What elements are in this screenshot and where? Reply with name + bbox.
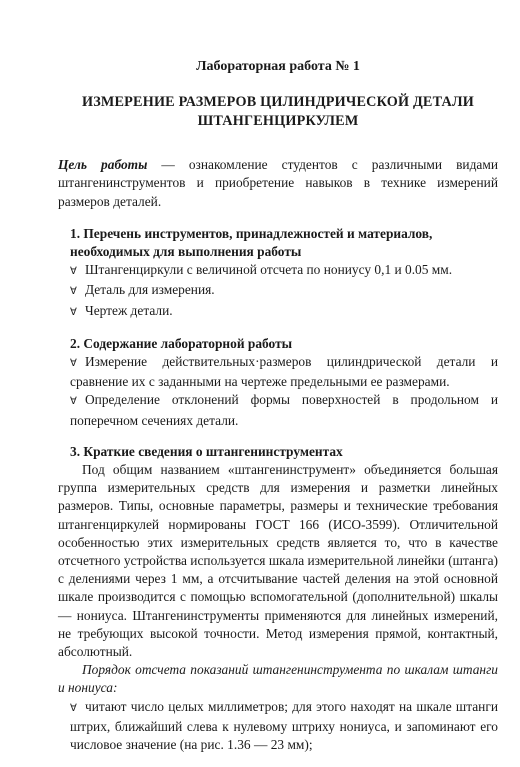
list-item-text: Чертеж детали. <box>85 302 173 318</box>
bullet-icon: ∀ <box>70 396 77 408</box>
main-title-line-2: ШТАНГЕНЦИРКУЛЕМ <box>197 113 359 130</box>
section-heading: 2. Содержание лабораторной работы <box>70 335 293 351</box>
list-item-text: Штангенциркули с величиной отсчета по нониусу 0,1 и 0.05 мм. <box>85 262 453 278</box>
goal-text: — ознакомление студентов с различными видами штангенинструментов и приобретение навыков в технике измерений размеров деталей. <box>58 157 498 209</box>
section-content <box>58 335 498 430</box>
lab-title: Лабораторная работа № 1 <box>196 59 360 74</box>
list-item-text: читают число целых миллиметров; для этого находят на шкале штанги штрих, ближайший слева к нулевому штриху нониуса, и запоминают его числовое значение (на рис. 1.36 — 23 мм); <box>70 698 498 753</box>
bullet-icon: ∀ <box>70 286 77 298</box>
bullet-icon: ∀ <box>70 266 77 278</box>
goal-label: Цель работы <box>58 157 148 173</box>
goal-paragraph <box>58 156 498 211</box>
main-title-line-1: ИЗМЕРЕНИЕ РАЗМЕРОВ ЦИЛИНДРИЧЕСКОЙ ДЕТАЛИ <box>82 94 474 111</box>
list-item <box>58 281 498 301</box>
list-item-text: Деталь для измерения. <box>85 282 215 298</box>
bullet-icon: ∀ <box>70 306 77 318</box>
body-paragraph: Под общим названием «штангенинструмент» объединяется большая группа измерительных средств для измерения и разметки линейных размеров. Типы, основные параметры, размеры и технические требования штангенциркулей нормированы ГОСТ 166 (ИСО-3599). Отличительной особенностью этих измерительных средств является то, что в качестве отсчетного устройства используется шкала измерительной линейки (штанга) с делениями через 1 мм, а отсчитывание частей деления на этой основной шкале производится с помощью вспомогательной (дополнительной) шкалы — нониуса. Штангенинструменты применяются для линейных измерений, не требующих высокой точности. Метод измерения прямой, контактный, абсолютный. <box>58 462 498 660</box>
section-heading: 3. Краткие сведения о штангенинструментах <box>70 443 343 459</box>
section-heading: 1. Перечень инструментов, принадлежностей и материалов, необходимых для выполнения работы <box>70 225 433 260</box>
list-item <box>58 261 498 281</box>
italic-paragraph: Порядок отсчета показаний штангенинструмента по шкалам штанги и нониуса: <box>58 662 498 696</box>
list-item-text: Определение отклонений формы поверхностей в продольном и поперечном сечениях детали. <box>70 392 498 428</box>
list-item <box>58 302 498 322</box>
document-page <box>58 58 498 767</box>
bullet-icon: ∀ <box>70 358 77 370</box>
section-instruments <box>58 225 498 322</box>
bullet-icon: ∀ <box>70 702 77 714</box>
section-theory <box>58 443 498 754</box>
list-item <box>58 353 498 391</box>
list-item-text: Измерение действительных·размеров цилиндрической детали и сравнение их с заданными на чертеже предельными ее размерами. <box>70 354 498 390</box>
list-item <box>58 698 498 755</box>
list-item <box>58 391 498 429</box>
main-title <box>58 93 498 131</box>
